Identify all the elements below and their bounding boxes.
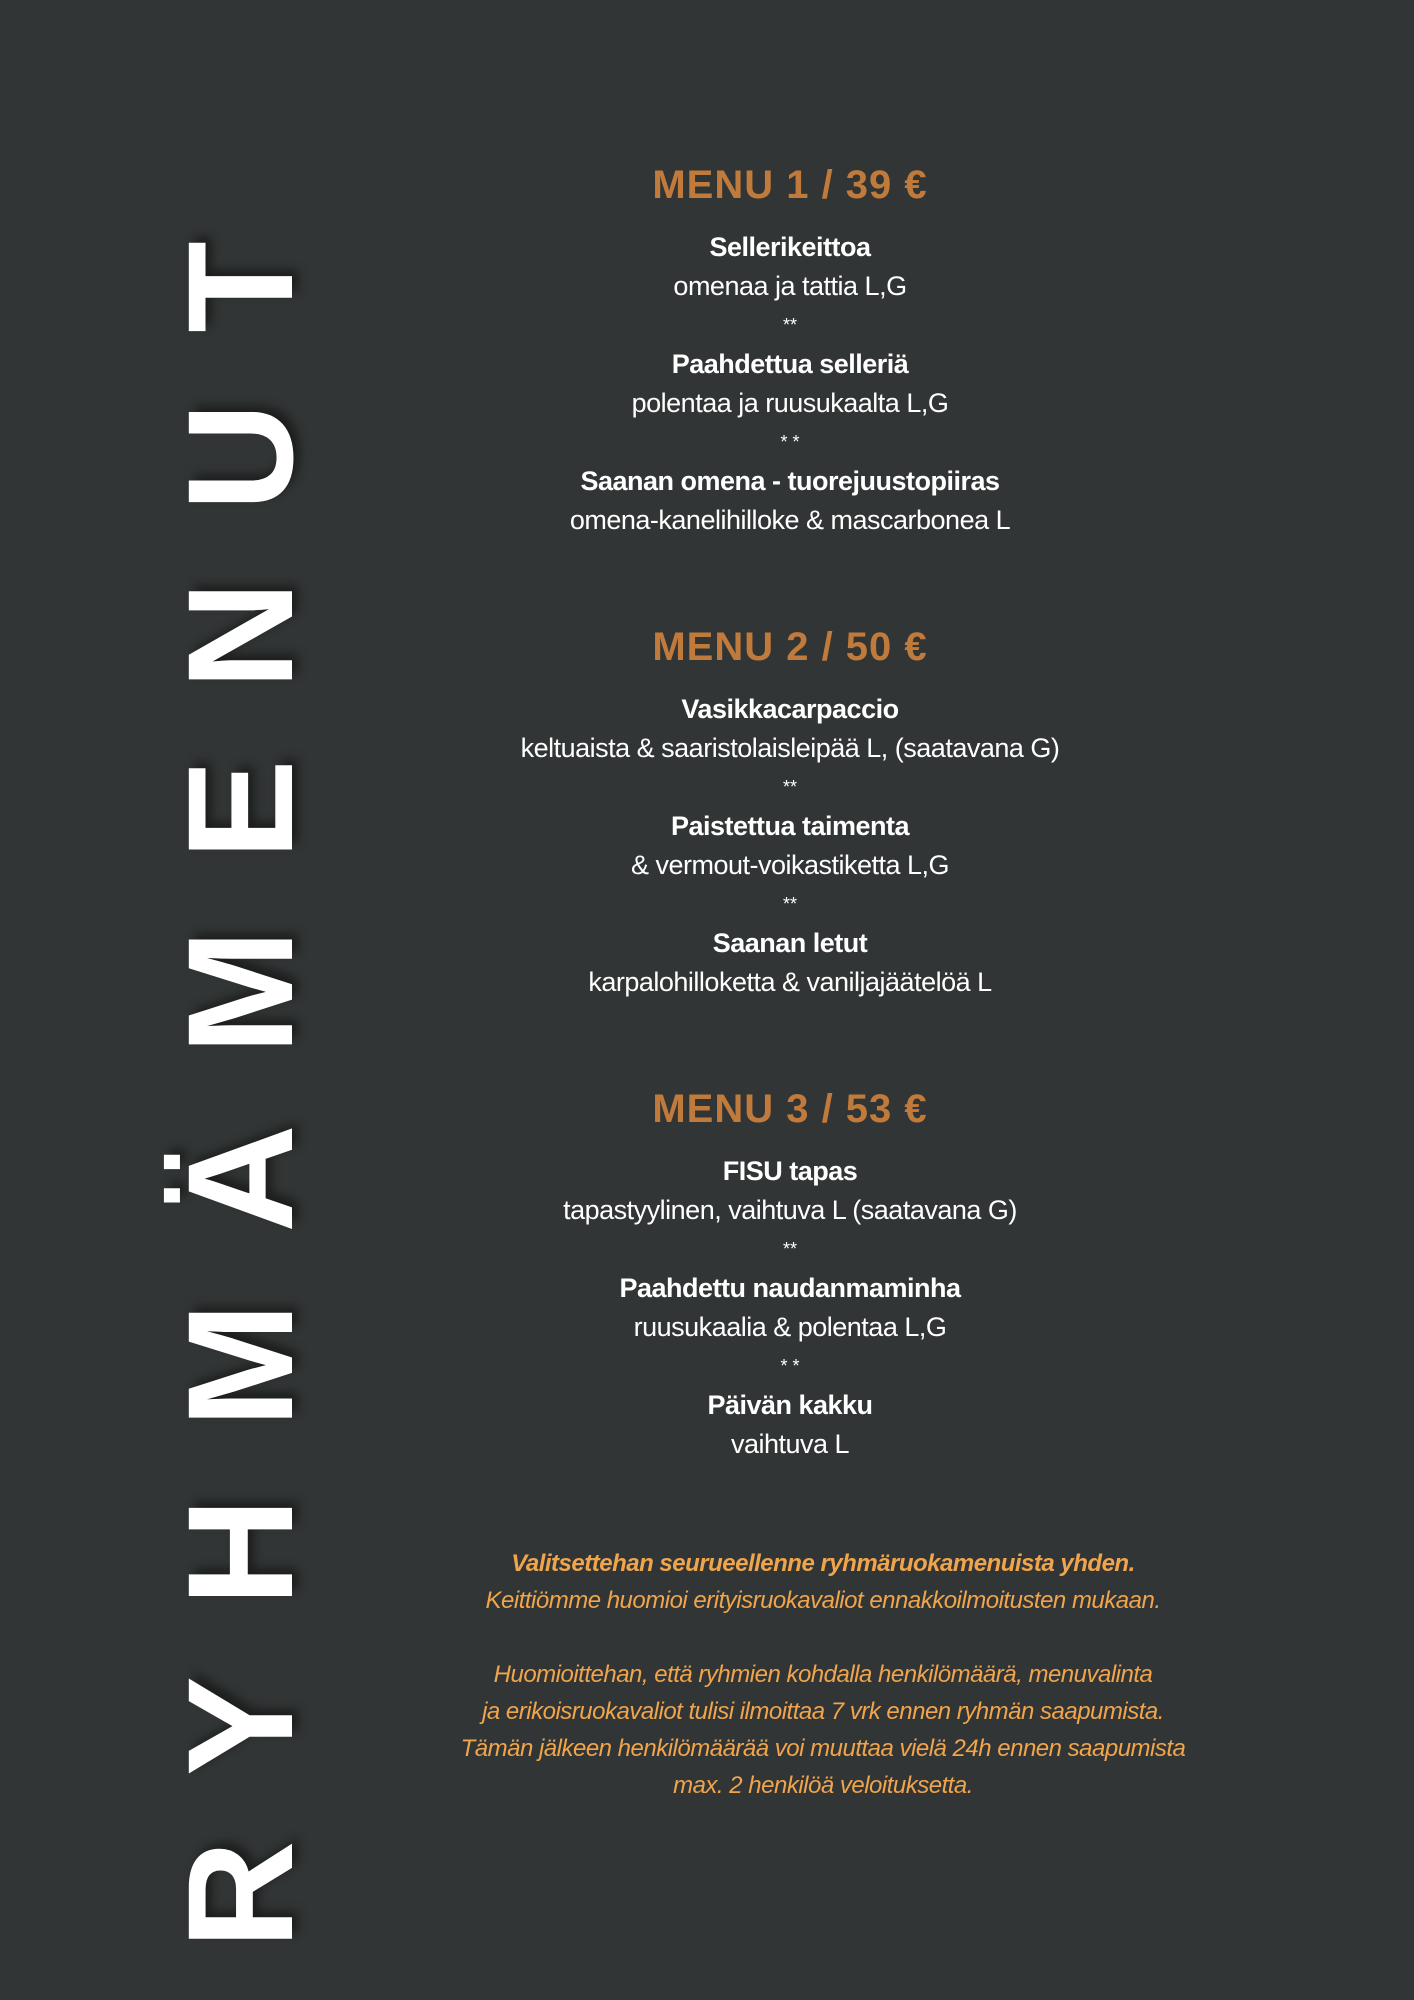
note-line: Tämän jälkeen henkilömäärää voi muuttaa vielä 24h ennen saapumista xyxy=(460,1735,1186,1762)
dish-description: polentaa ja ruusukaalta L,G xyxy=(631,388,949,418)
course-separator: ** xyxy=(782,777,797,797)
note-line: ja erikoisruokavaliot tulisi ilmoittaa 7 vrk ennen ryhmän saapumista. xyxy=(482,1698,1164,1725)
menu-title: MENU 3 / 53 € xyxy=(652,1087,928,1131)
note-line: Valitsettehan seurueellenne ryhmäruokamenuista yhden. xyxy=(511,1550,1135,1577)
dish-name: Päivän kakku xyxy=(707,1390,873,1420)
dish-description: tapastyylinen, vaihtuva L (saatavana G) xyxy=(563,1195,1017,1225)
dish-description: ruusukaalia & polentaa L,G xyxy=(633,1312,947,1342)
menu-section-3 xyxy=(490,1074,1090,1464)
dish-name: Paahdettua selleriä xyxy=(671,349,909,379)
menu-title: MENU 2 / 50 € xyxy=(652,625,928,669)
dish-name: Saanan letut xyxy=(712,928,868,958)
menu-section-1 xyxy=(490,150,1090,540)
dish-description: vaihtuva L xyxy=(730,1429,850,1459)
dish-name: Paistettua taimenta xyxy=(670,811,910,841)
note-line: max. 2 henkilöä veloituksetta. xyxy=(673,1772,973,1799)
dish-name: Sellerikeittoa xyxy=(709,232,871,262)
course-separator: ** xyxy=(782,315,797,335)
dish-name: Saanan omena - tuorejuustopiiras xyxy=(580,466,1000,496)
notes-block xyxy=(400,1545,1246,1804)
course-separator: * * xyxy=(780,1356,800,1376)
note-spacer xyxy=(400,1619,1246,1656)
course-separator: ** xyxy=(782,894,797,914)
dish-description: omena-kanelihilloke & mascarbonea L xyxy=(569,505,1011,535)
dish-description: & vermout-voikastiketta L,G xyxy=(630,850,950,880)
dish-description: keltuaista & saaristolaisleipää L, (saatavana G) xyxy=(520,733,1060,763)
course-separator: * * xyxy=(780,432,800,452)
note-line: Keittiömme huomioi erityisruokavaliot ennakkoilmoitusten mukaan. xyxy=(485,1587,1161,1614)
dish-name: Paahdettu naudanmaminha xyxy=(619,1273,961,1303)
side-title: RYHMÄMENUT xyxy=(156,171,324,1949)
menus-container xyxy=(490,150,1090,1464)
menu-title: MENU 1 / 39 € xyxy=(652,163,928,207)
dish-name: FISU tapas xyxy=(722,1156,858,1186)
dish-description: karpalohilloketta & vaniljajäätelöä L xyxy=(588,967,992,997)
menu-section-2 xyxy=(490,612,1090,1002)
course-separator: ** xyxy=(782,1239,797,1259)
dish-description: omenaa ja tattia L,G xyxy=(673,271,907,301)
dish-name: Vasikkacarpaccio xyxy=(681,694,899,724)
note-line: Huomioittehan, että ryhmien kohdalla henkilömäärä, menuvalinta xyxy=(493,1661,1153,1688)
